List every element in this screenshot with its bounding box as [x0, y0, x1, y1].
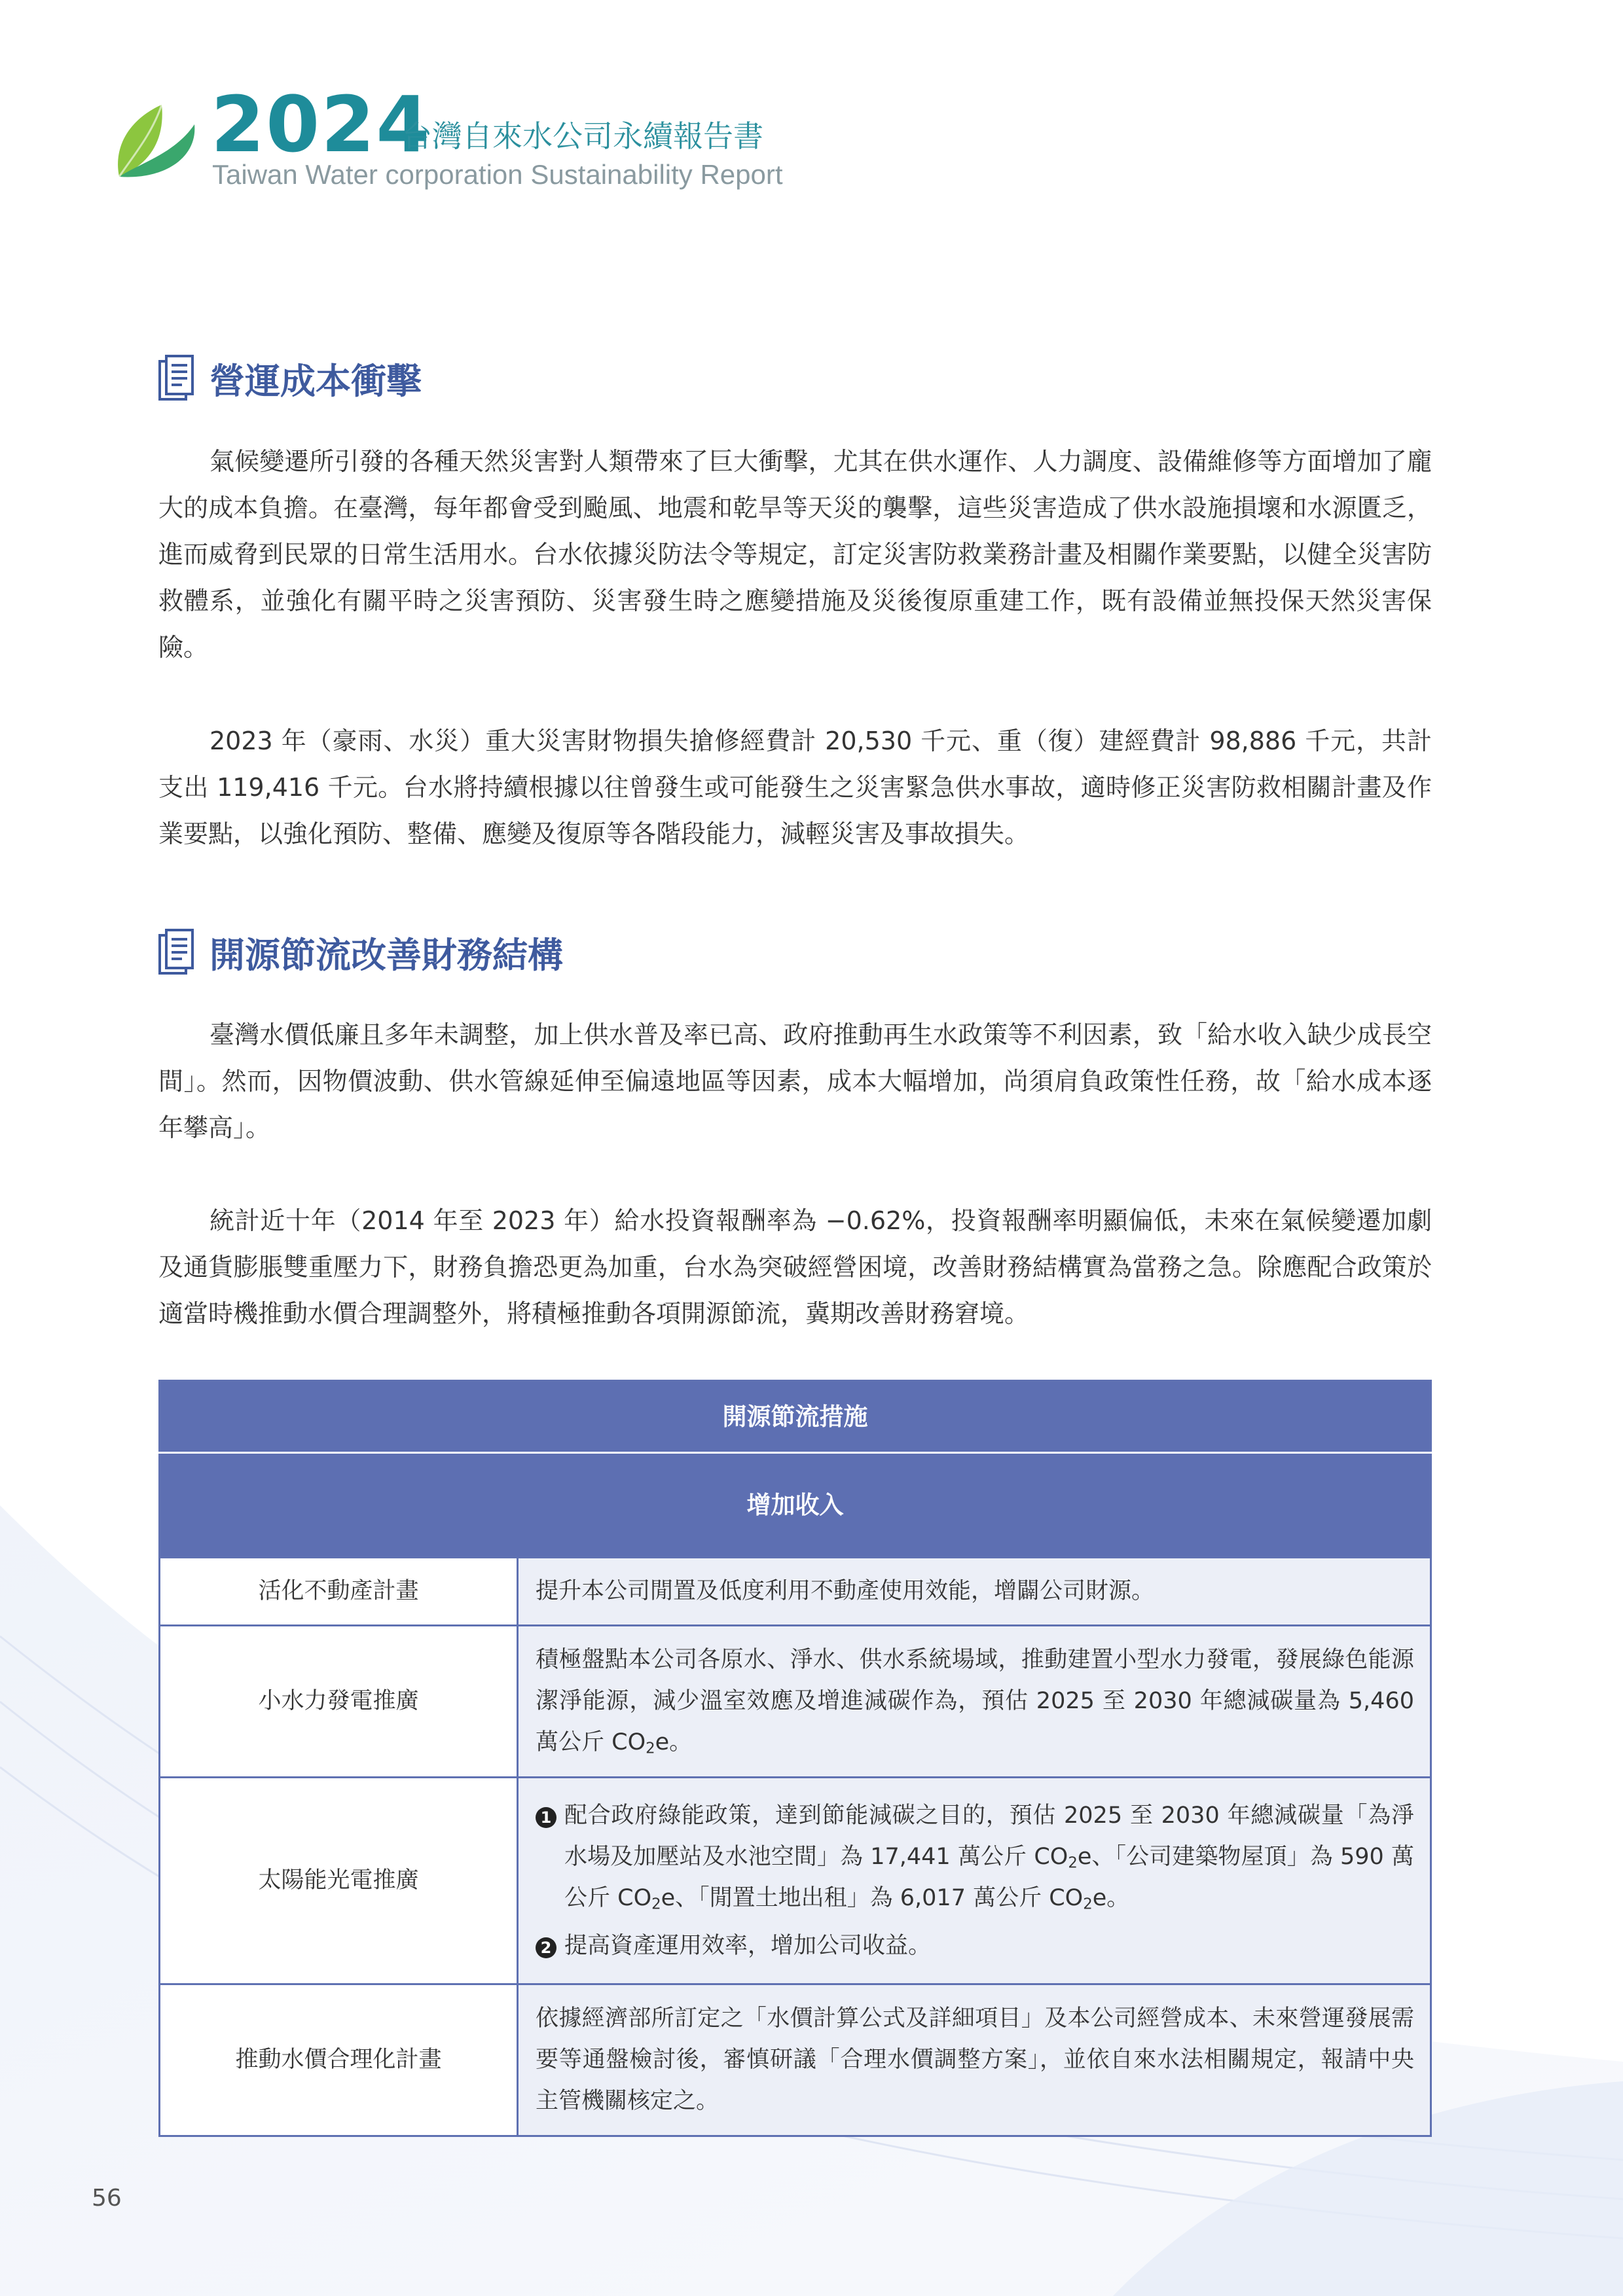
table-desc-text: 配合政府綠能政策，達到節能減碳之目的，預估 2025 至 2030 年總減碳量「為淨水場及加壓站及水池空間」為 17,441 萬公斤 CO [564, 1802, 1414, 1870]
report-title-en: Taiwan Water corporation Sustainability Report [212, 159, 783, 190]
document-icon [158, 355, 195, 402]
paragraph: 臺灣水價低廉且多年未調整，加上供水普及率已高、政府推動再生水政策等不利因素，致「給水收入缺少成長空間」。然而，因物價波動、供水管線延伸至偏遠地區等因素，成本大幅增加，尚須肩負政策性任務，故「給水成本逐年攀高」。 [158, 1020, 1432, 1142]
table-subtitle-row [160, 1453, 1431, 1558]
paragraph: 氣候變遷所引發的各種天然災害對人類帶來了巨大衝擊，尤其在供水運作、人力調度、設備維修等方面增加了龐大的成本負擔。在臺灣，每年都會受到颱風、地震和乾旱等天災的襲擊，這些災害造成了供水設施損壞和水源匱乏，進而威脅到民眾的日常生活用水。台水依據災防法令等規定，訂定災害防救業務計畫及相關作業要點，以健全災害防救體系，並強化有關平時之災害預防、災害發生時之應變措施及災後復原重建工作，既有設備並無投保天然災害保險。 [158, 447, 1432, 662]
table-item: 推動水價合理化計畫 [160, 1984, 518, 2136]
table-desc-text: e、「公司建築物屋頂」為 590 萬公斤 CO [564, 1843, 1414, 1911]
report-header [113, 79, 964, 196]
table-row [160, 1558, 1431, 1626]
report-year: 2024 [211, 79, 431, 170]
table-desc-text: e。 [655, 1729, 693, 1755]
section-title-operating-cost [158, 352, 422, 404]
list-item [536, 1926, 1414, 1967]
measures-table [158, 1380, 1432, 2137]
document-icon [158, 929, 195, 976]
subscript: 2 [1068, 1854, 1078, 1872]
section-heading: 開源節流改善財務結構 [210, 934, 563, 976]
subscript: 2 [1083, 1895, 1093, 1913]
table-desc [518, 1778, 1431, 1984]
paragraph: 統計近十年（2014 年至 2023 年）給水投資報酬率為 −0.62%，投資報酬率明顯偏低，未來在氣候變遷加劇及通貨膨脹雙重壓力下，財務負擔恐更為加重，台水為突破經營困境，改善財務結構實為當務之急。除應配合政策於適當時機推動水價合理調整外，將積極推動各項開源節流，冀期改善財務窘境。 [158, 1206, 1432, 1328]
report-title-zh: 台灣自來水公司永續報告書 [402, 118, 763, 154]
table-item: 小水力發電推廣 [160, 1626, 518, 1778]
paragraph: 2023 年（豪雨、水災）重大災害財物損失搶修經費計 20,530 千元、重（復）建經費計 98,886 千元，共計支出 119,416 千元。台水將持續根據以往曾發生或可能發生之災害緊急供水事故，適時修正災害防救相關計畫及作業要點，以強化預防、整備、應變及復原等各階段能力，減輕災害及事故損失。 [158, 726, 1432, 848]
table-desc-text: 提高資產運用效率，增加公司收益。 [564, 1932, 932, 1959]
table-item: 活化不動產計畫 [160, 1558, 518, 1626]
section-heading: 營運成本衝擊 [210, 360, 422, 402]
subscript: 2 [646, 1740, 655, 1757]
table-title: 開源節流措施 [160, 1381, 1431, 1453]
table-desc-text: e、「閒置土地出租」為 6,017 萬公斤 CO [661, 1884, 1084, 1911]
list-item [536, 1795, 1414, 1919]
number-badge-icon: 2 [536, 1937, 556, 1958]
number-badge-icon: 1 [536, 1807, 556, 1828]
table-desc: 提升本公司閒置及低度利用不動產使用效能，增闢公司財源。 [518, 1558, 1431, 1626]
table-row [160, 1626, 1431, 1778]
table-row [160, 1984, 1431, 2136]
table-desc: 依據經濟部所訂定之「水價計算公式及詳細項目」及本公司經營成本、未來營運發展需要等通盤檢討後，審慎研議「合理水價調整方案」，並依自來水法相關規定，報請中央主管機關核定之。 [518, 1984, 1431, 2136]
section-title-revenue-cost [158, 926, 563, 978]
table-desc [518, 1626, 1431, 1778]
table-subtitle: 增加收入 [160, 1453, 1431, 1558]
table-title-row [160, 1381, 1431, 1453]
leaf-logo-icon [113, 98, 198, 183]
subscript: 2 [651, 1895, 661, 1913]
page-number: 56 [92, 2185, 122, 2212]
table-row [160, 1778, 1431, 1984]
table-item: 太陽能光電推廣 [160, 1778, 518, 1984]
table-desc-text: e。 [1092, 1884, 1130, 1911]
table-desc-text: 積極盤點本公司各原水、淨水、供水系統場域，推動建置小型水力發電，發展綠色能源潔淨能源，減少溫室效應及增進減碳作為，預估 2025 至 2030 年總減碳量為 5,460 萬公斤 CO [536, 1647, 1414, 1755]
